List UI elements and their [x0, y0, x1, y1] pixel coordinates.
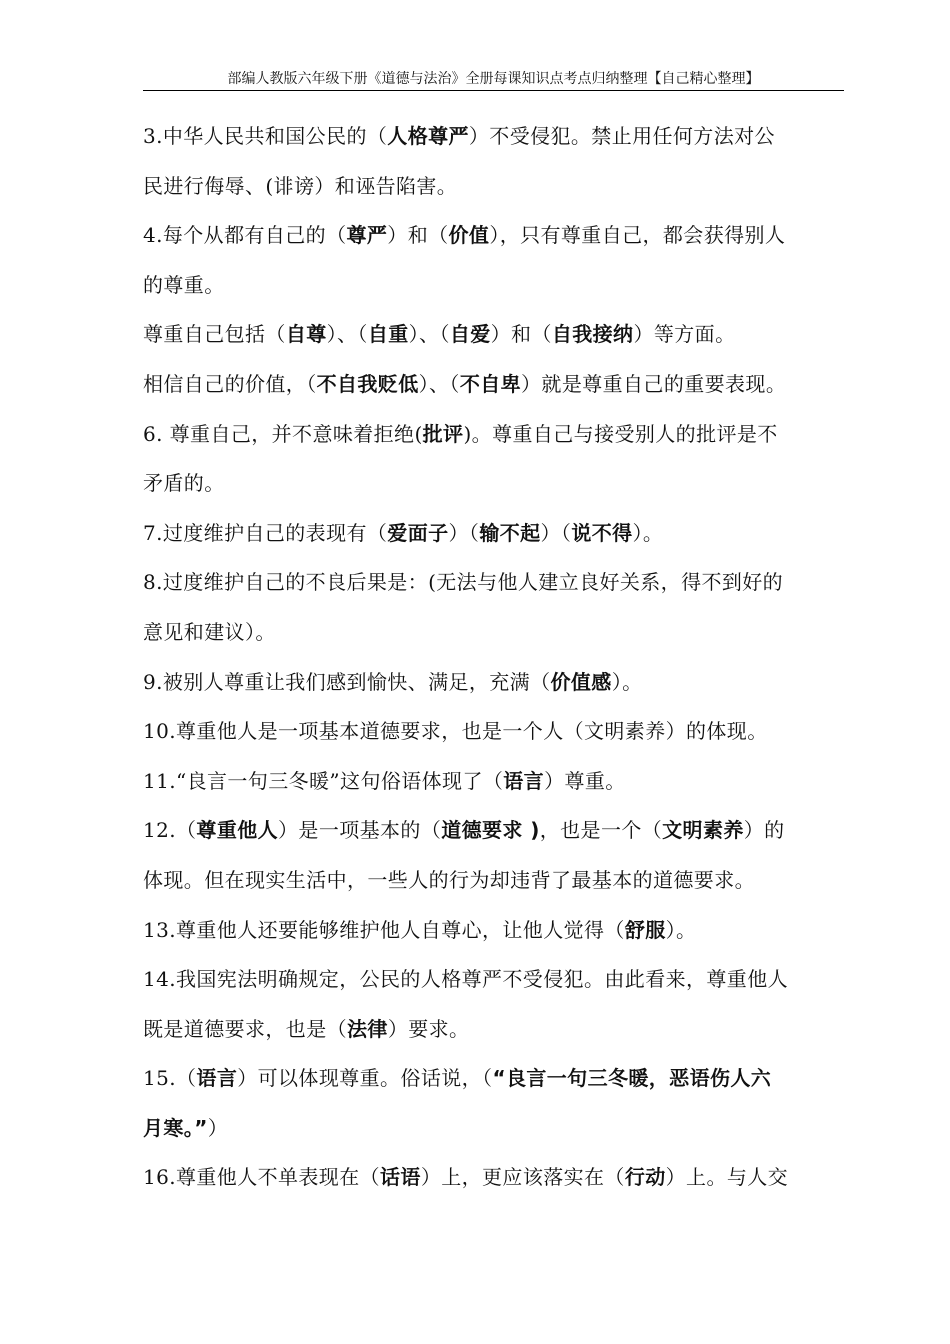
line-text: 尊重自己包括（	[143, 322, 286, 347]
line-text: 12.（	[143, 818, 197, 843]
text-line	[143, 112, 844, 162]
emphasized-answer: 价值	[448, 223, 490, 248]
emphasized-answer: 话语	[380, 1165, 421, 1190]
line-text: 矛盾的。	[143, 471, 225, 496]
line-text: 意见和建议）。	[143, 619, 276, 644]
text-line	[143, 459, 844, 509]
line-text: ）。	[611, 669, 643, 694]
text-line	[143, 162, 844, 212]
line-text: ）（	[540, 520, 572, 545]
line-text: 3.中华人民共和国公民的（	[143, 124, 388, 148]
emphasized-answer: 说不得	[571, 520, 633, 545]
text-line	[143, 658, 844, 708]
line-text: 10.尊重他人是一项基本道德要求，也是一个人（文明素养）的体现。	[143, 719, 768, 744]
line-text: 15.（	[143, 1066, 197, 1091]
emphasized-answer: 舒服	[624, 917, 666, 942]
line-text: ）可以体现尊重。俗话说，（	[237, 1066, 493, 1091]
line-text: 11.“良言一句三冬暖”这句俗语体现了（	[143, 768, 504, 793]
line-text: ）的	[743, 818, 785, 843]
text-line	[143, 1153, 844, 1203]
line-text: ）、（	[418, 371, 460, 396]
text-line	[143, 757, 844, 807]
header-title: 部编人教版六年级下册《道德与法治》全册每课知识点考点归纳整理【自己精心整理】	[227, 71, 760, 87]
line-text: )。尊重自己与接受别人的批评是不	[463, 421, 778, 446]
emphasized-answer: 自我接纳	[551, 322, 634, 347]
line-text: 民进行侮辱、(诽谤）和诬告陷害。	[143, 173, 458, 198]
line-text: 16.尊重他人不单表现在（	[143, 1165, 381, 1190]
text-line	[143, 1104, 844, 1154]
line-text: ）、（	[326, 322, 368, 347]
line-text: ）	[207, 1115, 229, 1140]
text-line	[143, 806, 844, 856]
emphasized-answer: 价值感	[550, 669, 612, 694]
line-text: ）、（	[408, 322, 450, 347]
emphasized-answer: 道德要求 )	[441, 818, 540, 843]
emphasized-answer: 自尊	[285, 322, 327, 347]
emphasized-answer: 自爱	[449, 322, 491, 347]
emphasized-answer: 不自卑	[459, 371, 522, 396]
emphasized-answer: 批评	[422, 421, 464, 446]
emphasized-answer: 尊重他人	[196, 818, 279, 843]
text-line	[143, 509, 844, 559]
text-line	[143, 261, 844, 311]
line-text: 相信自己的价值，（	[143, 371, 317, 396]
line-text: 4.每个从都有自己的（	[143, 223, 347, 248]
emphasized-answer: 爱面子	[387, 520, 449, 545]
emphasized-answer: “良言一句三冬暖，恶语伤人六	[492, 1066, 772, 1091]
line-text: 8.过度维护自己的不良后果是：(无法与他人建立良好关系，得不到好的	[143, 570, 784, 595]
line-text: ）。	[632, 520, 664, 545]
line-text: ）（	[448, 520, 480, 545]
page-header	[143, 70, 844, 91]
line-text: ）尊重。	[544, 768, 626, 793]
text-line	[143, 707, 844, 757]
line-text: ）就是尊重自己的重要表现。	[521, 371, 787, 396]
text-line	[143, 1054, 844, 1104]
line-text: ）。	[665, 917, 697, 942]
text-line	[143, 906, 844, 956]
line-text: 9.被别人尊重让我们感到愉快、满足，充满（	[143, 669, 551, 694]
line-text: ）上。与人交	[665, 1165, 789, 1190]
emphasized-answer: 尊严	[346, 223, 388, 248]
line-text: 7.过度维护自己的表现有（	[143, 520, 388, 545]
line-text: 14.我国宪法明确规定，公民的人格尊严不受侵犯。由此看来，尊重他人	[143, 967, 789, 992]
emphasized-answer: 自重	[367, 322, 409, 347]
text-line	[143, 1005, 844, 1055]
emphasized-answer: 人格尊严	[387, 124, 469, 148]
text-line	[143, 360, 844, 410]
text-line	[143, 856, 844, 906]
line-text: 体现。但在现实生活中，一些人的行为却违背了最基本的道德要求。	[143, 867, 755, 892]
text-line	[143, 608, 844, 658]
emphasized-answer: 月寒。”	[143, 1115, 208, 1140]
emphasized-answer: 不自我贬低	[316, 371, 419, 396]
line-text: ）和（	[387, 223, 449, 248]
line-text: ）等方面。	[633, 322, 736, 347]
line-text: ）和（	[490, 322, 552, 347]
line-text: 13.尊重他人还要能够维护他人自尊心，让他人觉得（	[143, 917, 625, 942]
text-line	[143, 310, 844, 360]
line-text: ），只有尊重自己，都会获得别人	[489, 223, 786, 248]
text-line	[143, 211, 844, 261]
text-line	[143, 410, 844, 460]
text-line	[143, 558, 844, 608]
emphasized-answer: 输不起	[479, 520, 541, 545]
emphasized-answer: 语言	[196, 1066, 238, 1091]
line-text: ）是一项基本的（	[278, 818, 442, 843]
emphasized-answer: 文明素养	[662, 818, 744, 843]
line-text: 既是道德要求，也是（	[143, 1016, 347, 1041]
line-text: ）上，更应该落实在（	[420, 1165, 625, 1190]
line-text: ）不受侵犯。禁止用任何方法对公	[468, 124, 775, 148]
emphasized-answer: 行动	[624, 1165, 666, 1190]
emphasized-answer: 法律	[347, 1016, 388, 1041]
line-text: ，也是一个（	[539, 818, 663, 843]
emphasized-answer: 语言	[503, 768, 545, 793]
document-body	[143, 112, 844, 1203]
line-text: 的尊重。	[143, 272, 225, 297]
line-text: ）要求。	[387, 1016, 470, 1041]
text-line	[143, 955, 844, 1005]
line-text: 6. 尊重自己，并不意味着拒绝(	[143, 421, 423, 446]
